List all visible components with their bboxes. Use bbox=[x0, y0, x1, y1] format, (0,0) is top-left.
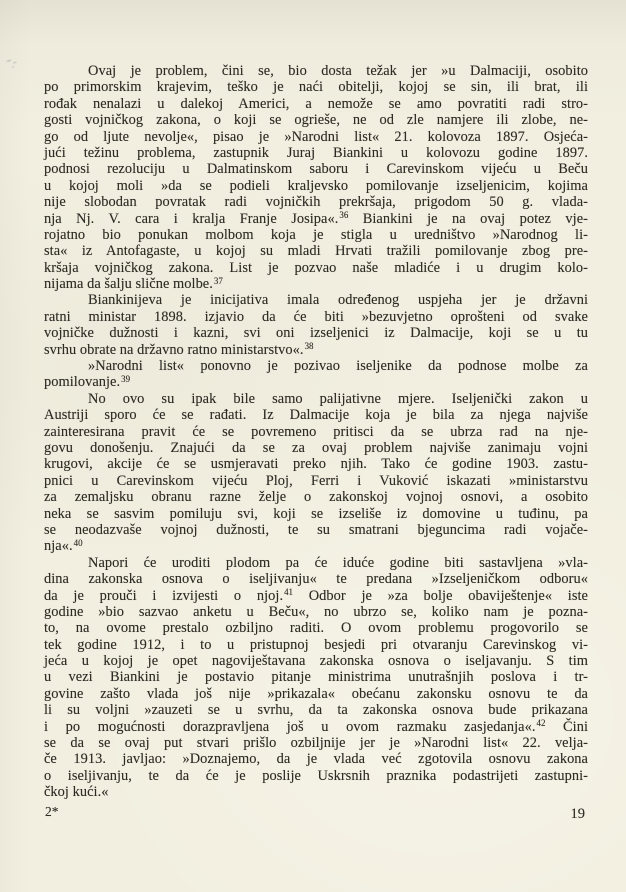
text-line: svrhu obrate na državno ratno ministarstvo«.$^{38}$ bbox=[44, 341, 314, 358]
text-line: nja«.$^{40}$ bbox=[44, 537, 83, 555]
footnote-marker: 38 bbox=[304, 341, 314, 352]
text-line: se da se ovaj put stvari prišlo ozbiljnije jer je »Narodni list« 22. velja- bbox=[44, 735, 588, 752]
signature-mark: 2* bbox=[45, 804, 59, 819]
footnote-marker: 42 bbox=[536, 718, 546, 729]
text-line: ratni ministar 1898. izjavio da će biti »bezuvjetno oprošteni od svake bbox=[44, 308, 588, 325]
text-line: »Narodni list« ponovno je pozivao iseljenike da podnose molbe za bbox=[88, 358, 588, 375]
text-line: kršaja vojničkog zakona. List je pozvao naše mladiće i u drugim kolo- bbox=[44, 259, 588, 276]
text-line: u kojoj moli »da se podieli kraljevsko pomilovanje izseljenicim, kojima bbox=[44, 177, 588, 194]
text-block bbox=[44, 63, 588, 801]
text-line: neka se sasvim pomiluju svi, koji se izseliše iz domovine u tuđinu, pa bbox=[44, 505, 588, 522]
text-line: nja Nj. V. cara i kralja Franje Josipa«.$^{36}$ Biankini je na ovaj potez vje- bbox=[44, 210, 589, 227]
text-line: nijama da šalju slične molbe.$^{37}$ bbox=[44, 275, 223, 293]
paragraph bbox=[44, 358, 588, 391]
text-line: Ovaj je problem, čini se, bio dosta težak jer »u Dalmaciji, osobito bbox=[88, 63, 588, 79]
text-line: govine zašto vlada još nije »prikazala« obećanu zakonsku osnovu te da bbox=[44, 685, 588, 702]
text-line: krugovi, akcije će se usmjeravati preko njih. Tako će godine 1903. zastu- bbox=[44, 456, 588, 473]
text-line: godine »bio sazvao anketu u Beču«, no ubrzo se, koliko nam je pozna- bbox=[44, 603, 588, 620]
text-line: čkoj kući.« bbox=[44, 784, 109, 801]
text-line: jeća u kojoj je opet nagoviještavana zakonska osnova o iseljavanju. S tim bbox=[44, 653, 588, 670]
text-line: go od ljute nevolje«, pisao je »Narodni list« 21. kolovoza 1897. Osjeća- bbox=[44, 128, 588, 145]
text-line: podnosi rezoluciju u Dalmatinskom saboru i Carevinskom vijeću u Beču bbox=[44, 161, 588, 178]
text-line: sta« iz Antofagaste, u kojoj su mladi Hrvati tražili pomilovanje zbog pre- bbox=[44, 243, 588, 260]
text-line: li su voljni »zauzeti se u svrhu, da ta zakonska osnova bude prikazana bbox=[44, 702, 588, 719]
text-line: Biankinijeva je inicijativa imala određenog uspjeha jer je državni bbox=[88, 292, 588, 309]
page-number: 19 bbox=[570, 806, 585, 822]
text-line: za zemaljsku obranu razne želje o zakonskoj vojnoj osnovi, a osobito bbox=[44, 489, 588, 506]
pencil-smudge-mark bbox=[4, 54, 22, 70]
paragraph bbox=[44, 555, 588, 801]
text-line: o iseljivanju, te da će je poslije Uskrsnih praznika podastrijeti zastupni- bbox=[44, 767, 588, 784]
text-line: da je prouči i izvijesti o njoj.$^{41}$ Odbor je »za bolje obaviještenje« iste bbox=[44, 587, 588, 604]
text-line: gosti vojničkog zakona, o koji se ogrieše, ne od zle namjere ili zlobe, ne- bbox=[44, 112, 588, 129]
text-line: jući težinu problema, zastupnik Juraj Biankini u kolovozu godine 1897. bbox=[44, 144, 588, 161]
text-line: zainteresirana pravit će se povremeno pritisci da se ubrza rad na nje- bbox=[44, 423, 588, 440]
text-line: rođak nenalazi u dalekoj Americi, a nemože se amo povratiti radi stro- bbox=[44, 95, 588, 112]
paragraph bbox=[44, 63, 588, 292]
text-line: pomilovanje.$^{39}$ bbox=[44, 373, 131, 391]
footnote-marker: 37 bbox=[213, 275, 223, 286]
text-line: rojatno bio ponukan molbom koja je stigla u uredništvo »Narodnog li- bbox=[44, 226, 588, 243]
footnote-marker: 41 bbox=[284, 587, 293, 598]
text-line: No ovo su ipak bile samo palijativne mjere. Iseljenički zakon u bbox=[88, 390, 588, 407]
text-line: vojničke dužnosti i kazni, svi oni izseljenici iz Dalmacije, koji se u tu bbox=[44, 325, 588, 342]
text-line: Austriji sporo će se rađati. Iz Dalmacije koja je bila za njega najviše bbox=[44, 407, 588, 424]
text-line: po primorskim krajevim, teško je naći obitelji, kojoj se sin, ili brat, ili bbox=[44, 79, 588, 96]
text-line: tek godine 1912, i to u pristupnoj besjedi pri otvaranju Carevinskog vi- bbox=[44, 636, 588, 653]
text-line: nije slobodan povratak radi vojničkih prekršaja, prigodom 50 g. vlada- bbox=[44, 194, 588, 211]
text-line: Napori će uroditi plodom pa će iduće godine biti sastavljena »vla- bbox=[88, 554, 588, 571]
text-line: i po mogućnosti dorazpravljena još u ovom razmaku zasjedanja«.$^{42}$ Čini bbox=[44, 718, 588, 735]
text-line: pnici u Carevinskom vijeću Ploj, Ferri i Vuković iskazati »ministarstvu bbox=[44, 472, 588, 489]
text-line: se neodazvaše vojnoj dužnosti, te su smatrani bjeguncima radi vojače- bbox=[44, 521, 588, 538]
paragraph bbox=[44, 292, 588, 358]
text-line: če 1913. javljao: »Doznajemo, da je vlada već zgotovila osnovu zakona bbox=[44, 751, 588, 768]
footnote-marker: 39 bbox=[121, 373, 131, 384]
footnote-marker: 36 bbox=[339, 210, 349, 221]
footnote-marker: 40 bbox=[73, 537, 83, 548]
text-line: dina zakonska osnova o iseljivanju« te predana »Izseljeničkom odboru« bbox=[44, 571, 588, 588]
text-line: govu donošenju. Znajući da se za ovaj problem najviše zanimaju vojni bbox=[44, 439, 588, 456]
paragraph bbox=[44, 391, 588, 555]
text-line: u vezi Biankini je postavio pitanje ministrima unutrašnjih poslova i tr- bbox=[44, 669, 588, 686]
text-line: to, na ovome prestalo ozbiljno raditi. O ovom problemu progovorilo se bbox=[44, 620, 588, 637]
